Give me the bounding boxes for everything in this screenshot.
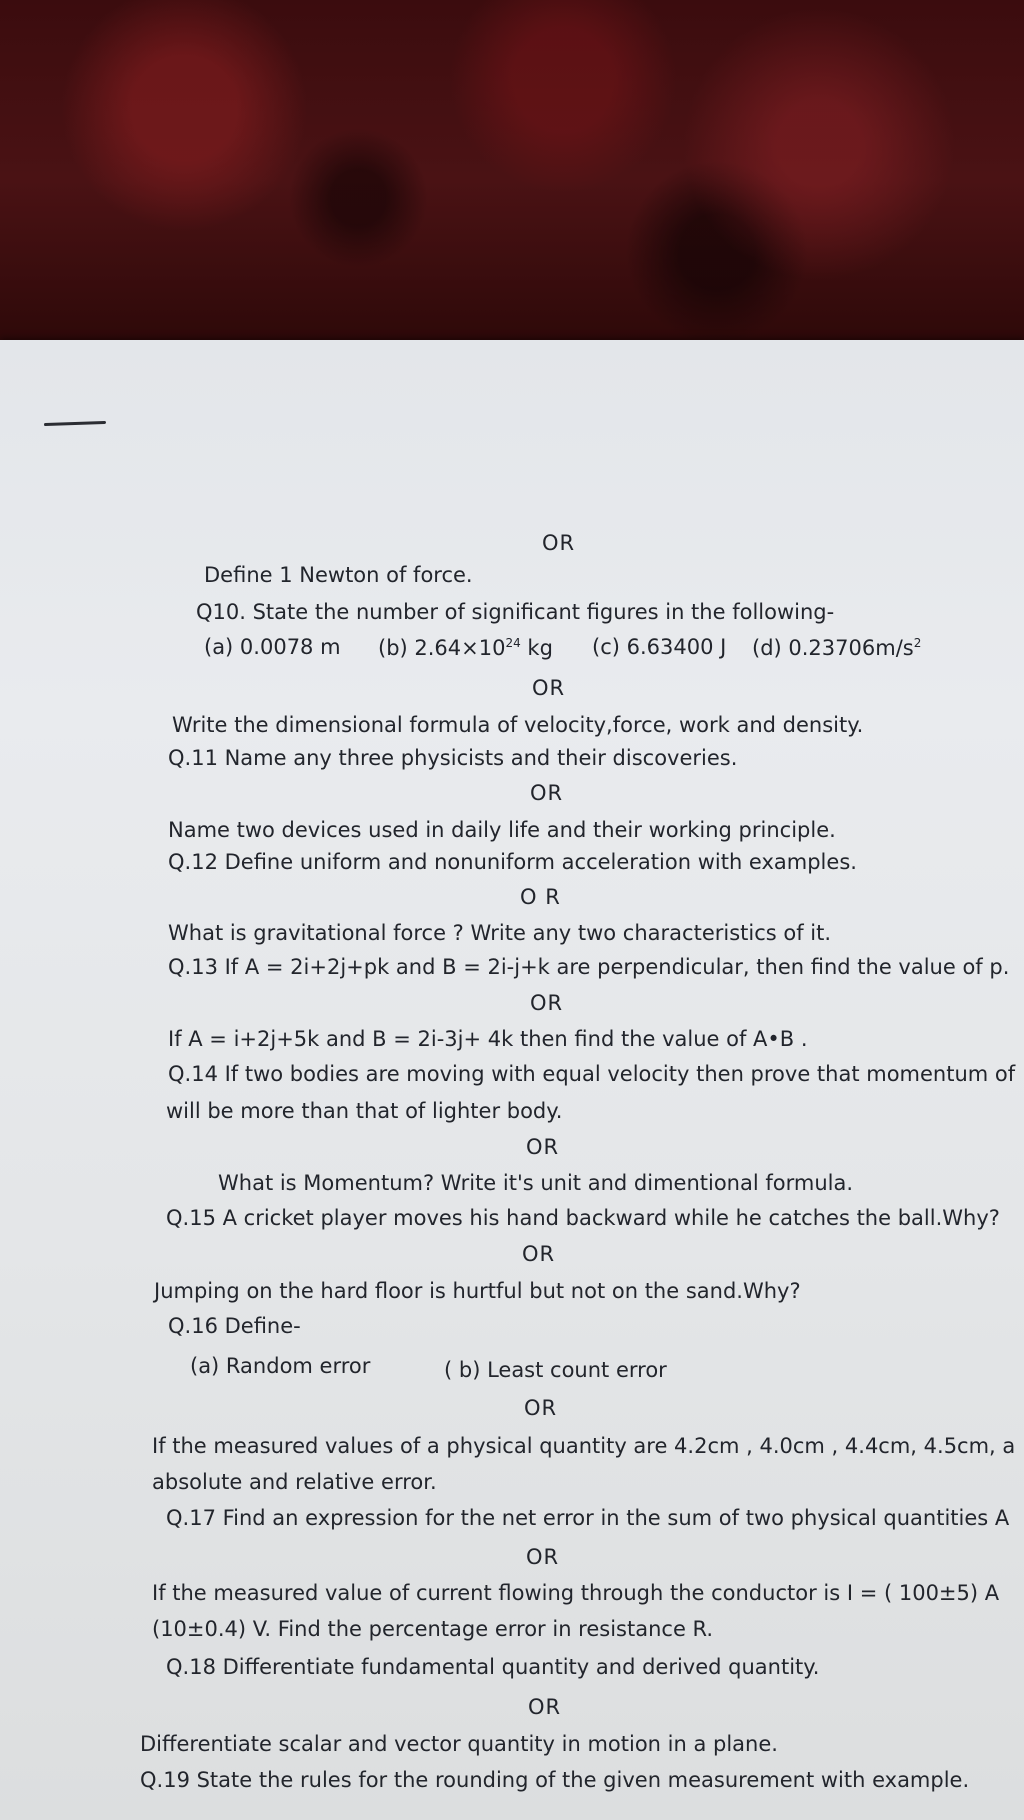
question-16-alt-text-continued: absolute and relative error. [152,1470,437,1494]
question-14-alt-text: What is Momentum? Write it's unit and dimentional formula. [218,1171,854,1195]
or-separator: OR [522,1242,556,1266]
option-b [378,637,553,659]
or-separator: OR [526,1545,560,1569]
question-19-text: Q.19 State the rules for the rounding of the given measurement with example. [140,1768,970,1792]
question-16-alt-text: If the measured values of a physical quantity are 4.2cm , 4.0cm , 4.4cm, 4.5cm, a [152,1434,1016,1458]
option-c: (c) 6.63400 J [592,635,727,659]
question-9-alt-text: Define 1 Newton of force. [204,563,473,587]
question-11-alt-text: Name two devices used in daily life and their working principle. [168,818,836,842]
option-d-exponent: 2 [913,636,922,650]
or-separator: OR [530,991,564,1015]
or-separator: OR [524,1396,558,1420]
question-16-text: Q.16 Define- [168,1314,301,1338]
question-paper-sheet [0,340,1024,1820]
red-cloth-background [0,0,1024,360]
question-18-text: Q.18 Differentiate fundamental quantity and derived quantity. [166,1655,820,1679]
option-d [752,637,921,659]
or-separator: OR [526,1135,560,1159]
question-16-option-b: ( b) Least count error [444,1358,667,1382]
or-separator: OR [532,676,566,700]
question-10-text: Q10. State the number of significant figures in the following- [196,600,835,624]
question-15-text: Q.15 A cricket player moves his hand backward while he catches the ball.Why? [166,1206,1000,1230]
question-17-text: Q.17 Find an expression for the net error in the sum of two physical quantities A [166,1506,1010,1530]
question-18-alt-text: Differentiate scalar and vector quantity in motion in a plane. [140,1732,778,1756]
question-13-alt-text: If A = i+2j+5k and B = 2i-3j+ 4k then find the value of A•B . [168,1027,808,1051]
question-11-text: Q.11 Name any three physicists and their discoveries. [168,746,738,770]
or-separator: OR [542,531,576,555]
question-16-option-a: (a) Random error [190,1354,371,1378]
or-separator: OR [528,1695,562,1719]
option-d-base: (d) 0.23706m/s [752,636,914,660]
or-separator: O R [520,885,561,909]
option-a: (a) 0.0078 m [204,635,341,659]
question-15-alt-text: Jumping on the hard floor is hurtful but not on the sand.Why? [154,1279,801,1303]
option-b-unit: kg [520,636,553,660]
or-separator: OR [530,781,564,805]
option-b-base: (b) 2.64×10 [378,636,506,660]
question-10-alt-text: Write the dimensional formula of velocity,force, work and density. [172,713,864,737]
option-b-exponent: 24 [505,636,521,650]
question-12-text: Q.12 Define uniform and nonuniform acceleration with examples. [168,850,857,874]
question-13-text: Q.13 If A = 2i+2j+pk and B = 2i-j+k are perpendicular, then find the value of p. [168,955,1010,979]
question-12-alt-text: What is gravitational force ? Write any two characteristics of it. [168,921,832,945]
question-14-text: Q.14 If two bodies are moving with equal velocity then prove that momentum of [168,1062,1016,1086]
question-14-text-continued: will be more than that of lighter body. [166,1099,563,1123]
question-17-alt-text-continued: (10±0.4) V. Find the percentage error in resistance R. [152,1617,714,1641]
pencil-mark [44,421,106,426]
question-17-alt-text: If the measured value of current flowing through the conductor is I = ( 100±5) A [152,1581,1000,1605]
